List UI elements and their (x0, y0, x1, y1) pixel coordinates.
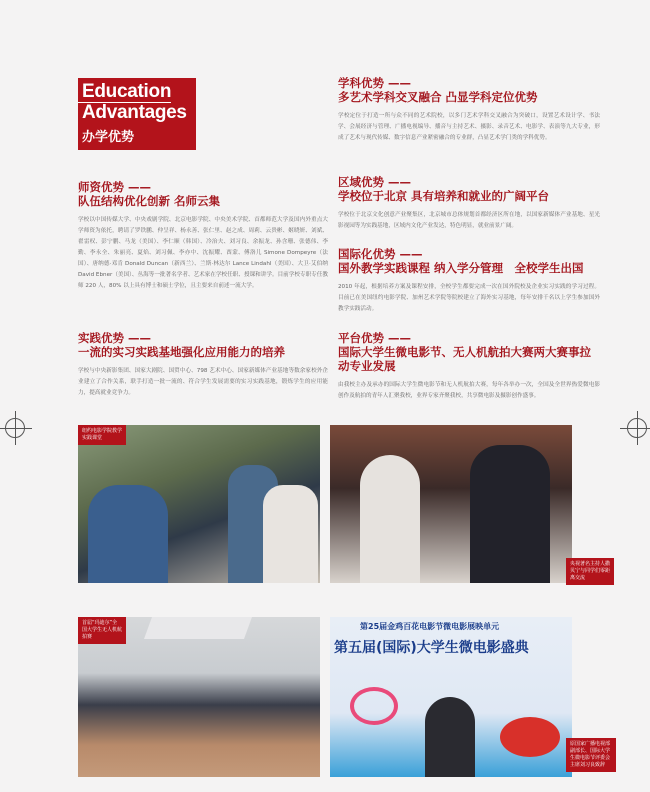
photo-figure (263, 485, 318, 583)
section-region (338, 175, 600, 232)
section-practice (78, 331, 328, 399)
gala-logo (350, 687, 398, 725)
section-title: 区域优势 —— (338, 175, 412, 189)
banner-line1: 第25届金鸡百花电影节微电影展映单元 (360, 622, 500, 631)
photo-speaker (425, 697, 475, 777)
section-international (338, 247, 600, 315)
photo-drone-contest (78, 617, 320, 777)
section-title: 师资优势 —— (78, 180, 152, 194)
section-title: 学科优势 —— (338, 76, 412, 90)
section-body: 学校位于北京文化创意产业聚集区，北京城市总体规划首都经济区所在地，以国家新媒体产业基地、星光影视园等为实践基地，区域内文化产业发达，特色明显，就业前景广阔。 (338, 212, 600, 229)
education-advantages-logo (78, 78, 196, 150)
crop-mark-left (5, 418, 25, 438)
title-cn: 办学优势 (82, 130, 135, 145)
photo-figure (360, 455, 420, 583)
section-title: 平台优势 —— (338, 331, 412, 345)
section-subtitle: 队伍结构优化创新 名师云集 (78, 194, 221, 208)
section-body: 学校以中国传媒大学、中央戏剧学院、北京电影学院、中央美术学院、首都师范大学及国内外重点大学师资为依托，聘请了罗铁鹏、仲呈祥、杨永善、张仁里、赵之成、周莉、云贵彬、姬晓妍、刘斌、翟雷权、彭宁鹏、马龙（美国）、李仁顺（韩国）、冷治夫、刘习良、余振龙、孙含珊、张德伟、李勤、李永全、朱丽亮、夏焰、刘习佩、李亦中、沈振耀、酉蒙、傅洛儿 Simone Dompeyre（法国）、唐纳德·邓肯 Donald Duncan（新西兰）、兰斯·林达尔 Lance Lindahl（美国）、大卫·艾伯纳 David Ebner（美国）、丛海等一批著名学者、艺术家在学校任职、授课和讲学。目前学校专职专任教师 220 人，80% 以上具有博士和硕士学位，且主要来自前述一流大学。 (78, 217, 328, 289)
section-discipline (338, 76, 600, 144)
crop-mark-right (627, 418, 647, 438)
section-body: 学校与中央新影集团、国家大剧院、国贸中心、798 艺术中心、国家新媒体产业基地等数余家校外企业建立了合作关系，联手打造一批一流的、符合学生发展需要的实习实践基地，锻炼学生的应用能力，提高就业竞争力。 (78, 368, 328, 396)
section-subtitle: 一流的实习实践基地强化应用能力的培养 (78, 345, 285, 359)
section-title: 国际化优势 —— (338, 247, 423, 261)
section-subtitle: 学校位于北京 具有培养和就业的广阔平台 (338, 189, 550, 203)
photo-host-interaction (330, 425, 572, 583)
photo-micro-film-gala (330, 617, 572, 777)
title-en-line1: Education (78, 82, 171, 103)
photo-caption: 纽约电影学院教学实践课堂 (78, 425, 126, 445)
photo-flowers (500, 717, 560, 757)
title-en-line2: Advantages (82, 102, 187, 123)
photo-caption: 原国家广播电视部副部长、国际大学生微电影节评委会主席刘习良致辞 (566, 738, 616, 772)
photo-new-york-film-academy (78, 425, 320, 583)
section-body: 2010 年起，根据培养方案及课程安排，全校学生都要完成一次在国外院校及企业实习实践的学习过程。目前已在美国纽约电影学院、加州艺术学院等院校建立了海外实习基地，每年安排千名以上学生参加国外教学实践活动。 (338, 284, 600, 312)
photo-caption: 央视著名主持人撒贝宁与同学们零距离交流 (566, 558, 614, 585)
photo-figure (88, 485, 168, 583)
section-subtitle: 国际大学生微电影节、无人机航拍大赛两大赛事拉动专业发展 (338, 345, 591, 373)
photo-figure (470, 445, 550, 583)
section-subtitle: 多艺术学科交叉融合 凸显学科定位优势 (338, 90, 538, 104)
banner-line2: 第五届(国际)大学生微电影盛典 (334, 640, 529, 656)
section-title: 实践优势 —— (78, 331, 152, 345)
section-subtitle: 国外教学实践课程 纳入学分管理 全校学生出国 (338, 261, 584, 275)
section-body: 由我校主办及承办的国际大学生微电影节和无人机航拍大赛，每年各举办一次，全国及全世界热爱微电影创作及航拍的青年人汇聚我校，业界专家齐聚我校，共享微电影及摄影创作盛事。 (338, 382, 600, 399)
section-faculty (78, 180, 328, 292)
photo-stand-roof (144, 617, 252, 639)
section-platform (338, 331, 600, 402)
photo-caption: 首届“玛迪尔”全国大学生无人机航拍赛 (78, 617, 126, 644)
section-body: 学校定位于打造一所与众不同的艺术院校，以多门艺术学科交叉融合为突破口，设置艺术设计学、书法学、会展经济与管理、广播电视编导、播音与主持艺术、摄影、录音艺术、电影学、表演等九大专业，形成了艺术与现代传媒、数字信息产业紧密融合的专业群，凸显艺术学门类的学科优势。 (338, 113, 600, 141)
